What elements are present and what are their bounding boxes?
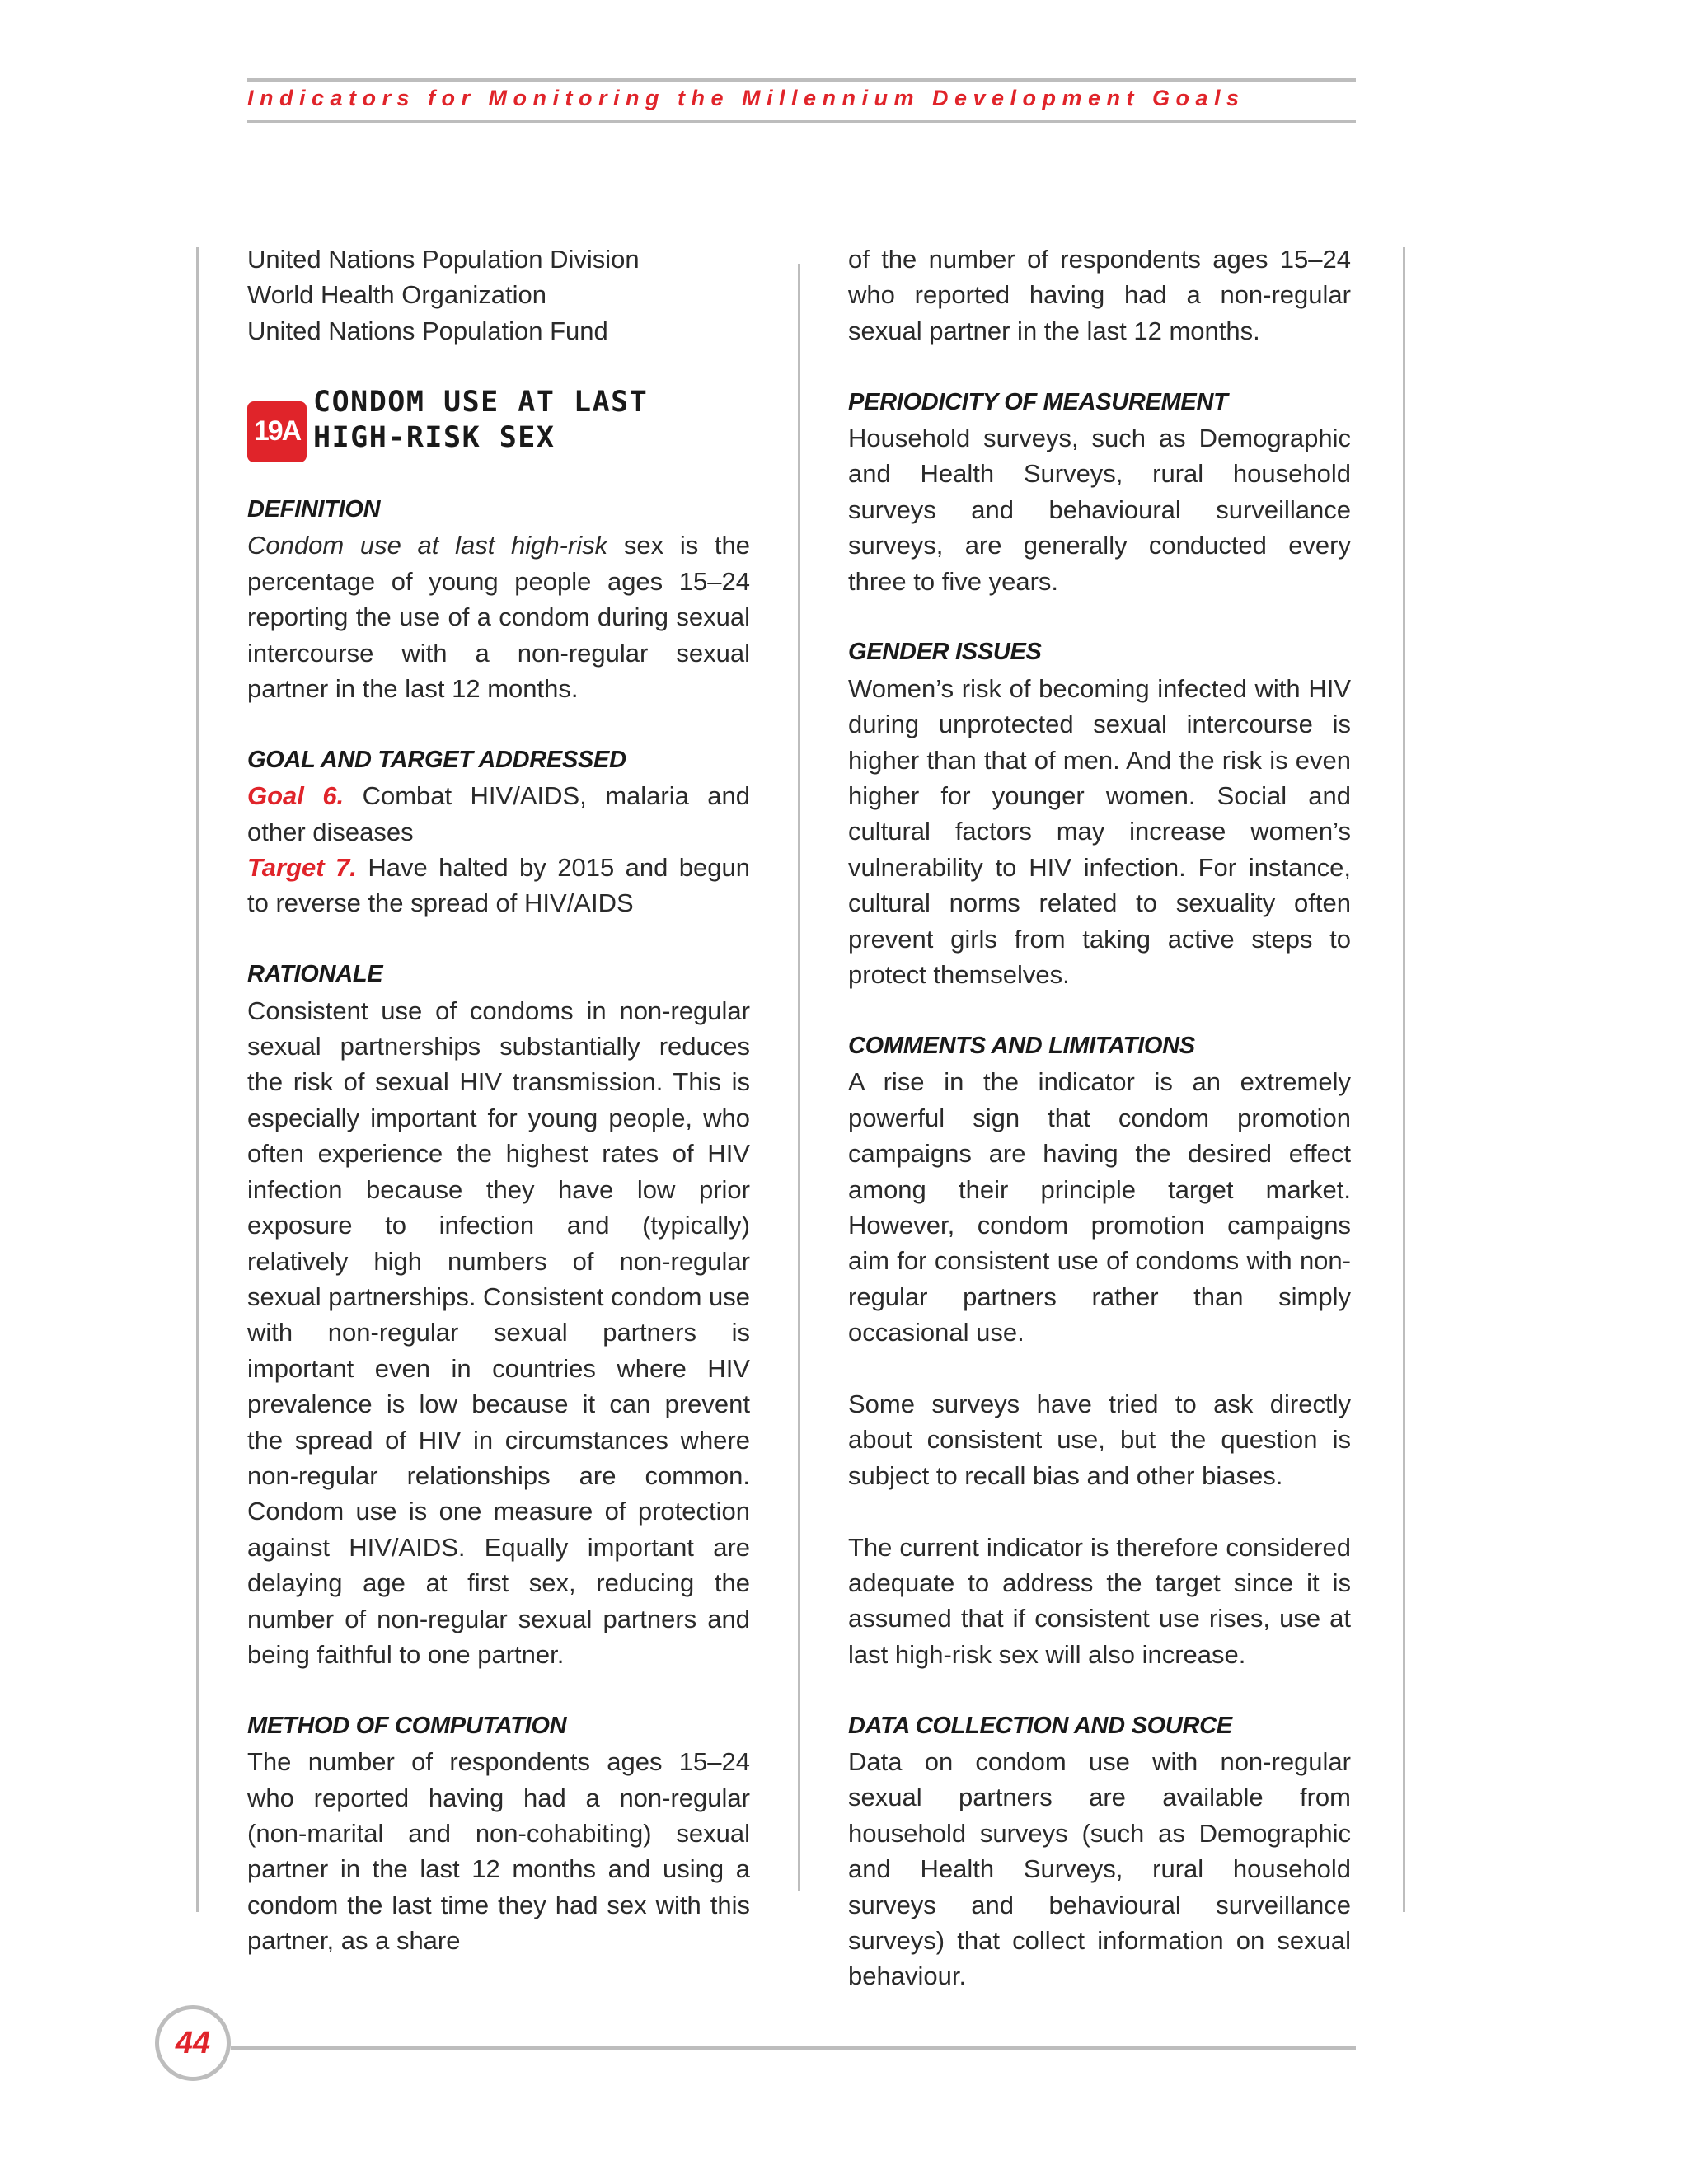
comments-heading: COMMENTS AND LIMITATIONS <box>848 1032 1195 1059</box>
method-heading: METHOD OF COMPUTATION <box>247 1712 567 1739</box>
header-rule-bottom <box>247 120 1356 123</box>
indicator-title-block <box>247 385 750 457</box>
column-rule-left <box>196 247 199 1912</box>
comments-paragraph: The current indicator is therefore considered adequate to address the target since it is assumed that if consistent use rises, use at last high-risk sex will also increase. <box>848 1532 1351 1669</box>
agency-list <box>247 241 750 349</box>
indicator-title: CONDOM USE AT LAST HIGH-RISK SEX <box>313 385 649 455</box>
agency-item: United Nations Population Fund <box>247 316 608 345</box>
gender-heading: GENDER ISSUES <box>848 639 1042 666</box>
goal-label: Goal 6. <box>247 781 345 811</box>
page-number: 44 <box>155 2005 231 2081</box>
header-rule-top <box>247 78 1356 82</box>
indicator-number-badge: 19A <box>247 401 307 462</box>
target-text <box>247 850 750 921</box>
target-label: Target 7. <box>247 853 357 883</box>
data-collection-text: Data on condom use with non-regular sexual partners are available from household surveys (such as Demographic and Health Surveys, rural household surveys and behavioural surveillance surveys) that collect information on sexual behaviour. <box>848 1746 1351 1991</box>
rationale-heading: RATIONALE <box>247 961 383 988</box>
periodicity-text: Household surveys, such as Demographic and Health Surveys, rural household surveys and behavioural surveillance surveys, are generally conducted every three to five years. <box>848 424 1351 596</box>
goal-body: Combat HIV/AIDS, malaria and other diseases <box>247 781 750 846</box>
right-column <box>848 241 1351 1994</box>
definition-heading: DEFINITION <box>247 496 381 523</box>
footer-rule <box>231 2046 1356 2050</box>
gender-text: Women’s risk of becoming infected with HIV during unprotected sexual intercourse is higher than that of men. And the risk is even higher for younger women. Social and cultural factors may increase women’s vulnerability to HIV infection. For instance, cultural norms related to sexuality often prevent girls from taking active steps to protect themselves. <box>848 673 1351 990</box>
definition-text <box>247 527 750 706</box>
rationale-text: Consistent use of condoms in non-regular sexual partnerships substantially reduces the risk of sexual HIV transmission. This is especially important for young people, who often experience the highest rates of HIV infection because they have low prior exposure to infection and (typically) relatively high numbers of non-regular sexual partnerships. Consistent condom use with non-regular sexual partners is important even in countries where HIV prevalence is low because it can prevent the spread of HIV in circumstances where non-regular relationships are common. Condom use is one measure of protection against HIV/AIDS. Equally important are delaying age at first sex, reducing the number of non-regular sexual partners and being faithful to one partner. <box>247 996 750 1669</box>
column-rule-right <box>1403 247 1405 1912</box>
target-body: Have halted by 2015 and begun to reverse the spread of HIV/AIDS <box>247 853 750 918</box>
definition-term: Condom use at last high-risk <box>247 531 608 560</box>
column-rule-middle <box>798 264 800 1891</box>
running-header: Indicators for Monitoring the Millennium Development Goals <box>247 86 1245 110</box>
method-text: The number of respondents ages 15–24 who reported having had a non-regular (non-marital and non-cohabiting) sexual partner in the last 12 months and using a condom the last time they had sex with this partner, as a share <box>247 1747 750 1956</box>
agency-item: United Nations Population Division <box>247 245 640 274</box>
comments-paragraph: Some surveys have tried to ask directly about consistent use, but the question is subject to recall bias and other biases. <box>848 1389 1351 1490</box>
method-text-continued: of the number of respondents ages 15–24 who reported having had a non-regular sexual partner in the last 12 months. <box>848 245 1351 345</box>
periodicity-heading: PERIODICITY OF MEASUREMENT <box>848 388 1228 415</box>
definition-body: sex is the percentage of young people ages 15–24 reporting the use of a condom during sexual intercourse with a non-regular sexual partner in the last 12 months. <box>247 531 751 704</box>
left-column <box>247 241 750 1959</box>
comments-paragraph: A rise in the indicator is an extremely powerful sign that condom promotion campaigns are having the desired effect among their principle target market. However, condom promotion campaigns aim for consistent use of condoms with non-regular partners rather than simply occasional use. <box>848 1067 1351 1347</box>
data-collection-heading: DATA COLLECTION AND SOURCE <box>848 1712 1232 1739</box>
goal-target-heading: GOAL AND TARGET ADDRESSED <box>247 746 626 773</box>
agency-item: World Health Organization <box>247 280 546 310</box>
goal-text <box>247 778 750 850</box>
